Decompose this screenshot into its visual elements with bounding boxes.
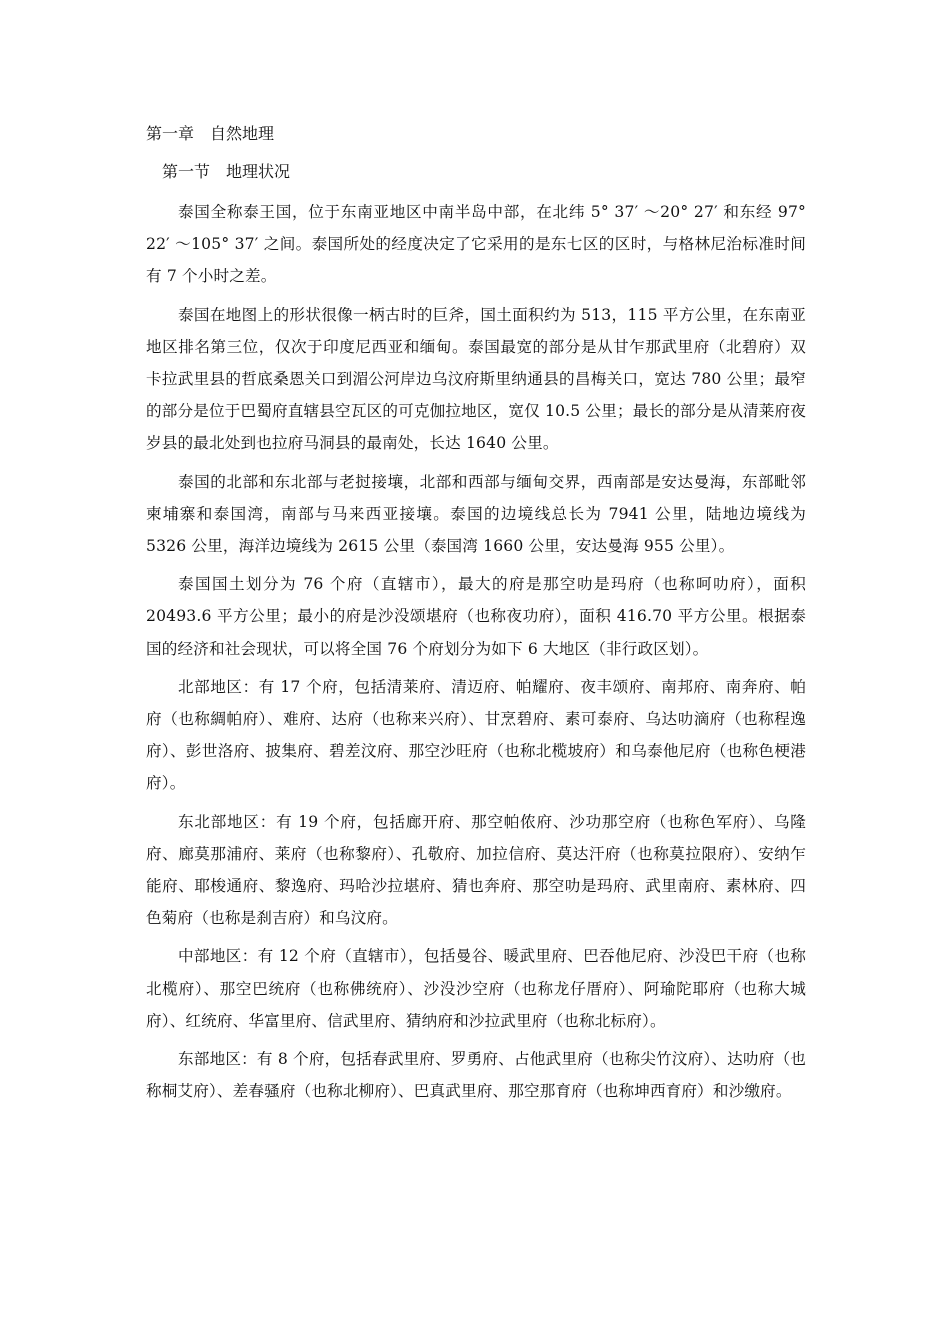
paragraph-location: 泰国全称泰王国，位于东南亚地区中南半岛中部，在北纬 5° 37′ ～20° 27′ 和东经 97° 22′ ～105° 37′ 之间。泰国所处的经度决定了它采用的是东七区的区时，与格林尼治标准时间有 7 个小时之差。 <box>146 203 806 286</box>
paragraph-provinces: 泰国国土划分为 76 个府（直辖市），最大的府是那空叻是玛府（也称呵叻府），面积 20493.6 平方公里；最小的府是沙没颂堪府（也称夜功府），面积 416.70 平方公里。根据泰国的经济和社会现状，可以将全国 76 个府划分为如下 6 大地区（非行政区划）。 <box>146 575 806 658</box>
paragraph-northeast-region: 东北部地区：有 19 个府，包括廊开府、那空帕侬府、沙功那空府（也称色军府）、乌隆府、廊莫那浦府、莱府（也称黎府）、孔敬府、加拉信府、莫达汗府（也称莫拉限府）、安纳乍能府、耶梭通府、黎逸府、玛哈沙拉堪府、猜也奔府、那空叻是玛府、武里南府、素林府、四色菊府（也称是刹吉府）和乌汶府。 <box>146 812 806 928</box>
chapter-title: 第一章 自然地理 <box>146 124 275 143</box>
paragraph-central-region: 中部地区：有 12 个府（直辖市），包括曼谷、暖武里府、巴吞他尼府、沙没巴干府（也称北榄府）、那空巴统府（也称佛统府）、沙没沙空府（也称龙仔厝府）、阿瑜陀耶府（也称大城府）、红统府、华富里府、信武里府、猜纳府和沙拉武里府（也称北标府）。 <box>146 947 806 1030</box>
paragraph-borders: 泰国的北部和东北部与老挝接壤，北部和西部与缅甸交界，西南部是安达曼海，东部毗邻柬埔寨和泰国湾，南部与马来西亚接壤。泰国的边境线总长为 7941 公里，陆地边境线为 5326 公里，海洋边境线为 2615 公里（泰国湾 1660 公里，安达曼海 955 公里）。 <box>146 472 806 556</box>
paragraph-shape-area: 泰国在地图上的形状很像一柄古时的巨斧，国土面积约为 513，115 平方公里，在东南亚地区排名第三位，仅次于印度尼西亚和缅甸。泰国最宽的部分是从甘乍那武里府（北碧府）双卡拉武里县的哲底桑恩关口到湄公河岸边乌汶府斯里纳通县的昌梅关口，宽达 780 公里；最窄的部分是位于巴蜀府直辖县空瓦区的可克伽拉地区，宽仅 10.5 公里；最长的部分是从清莱府夜岁县的最北处到也拉府马洞县的最南处，长达 1640 公里。 <box>146 305 806 453</box>
paragraph-north-region: 北部地区：有 17 个府，包括清莱府、清迈府、帕耀府、夜丰颂府、南邦府、南奔府、帕府（也称綢帕府）、难府、达府（也称来兴府）、甘烹碧府、素可泰府、乌达叻滴府（也称程逸府）、彭世洛府、披集府、碧差汶府、那空沙旺府（也称北榄坡府）和乌泰他尼府（也称色梗港府）。 <box>146 677 806 793</box>
document-body <box>146 196 806 1113</box>
paragraph-east-region: 东部地区：有 8 个府，包括春武里府、罗勇府、占他武里府（也称尖竹汶府）、达叻府（也称桐艾府）、差春骚府（也称北柳府）、巴真武里府、那空那育府（也称坤西育府）和沙缴府。 <box>146 1050 806 1101</box>
section-title: 第一节 地理状况 <box>162 162 291 181</box>
